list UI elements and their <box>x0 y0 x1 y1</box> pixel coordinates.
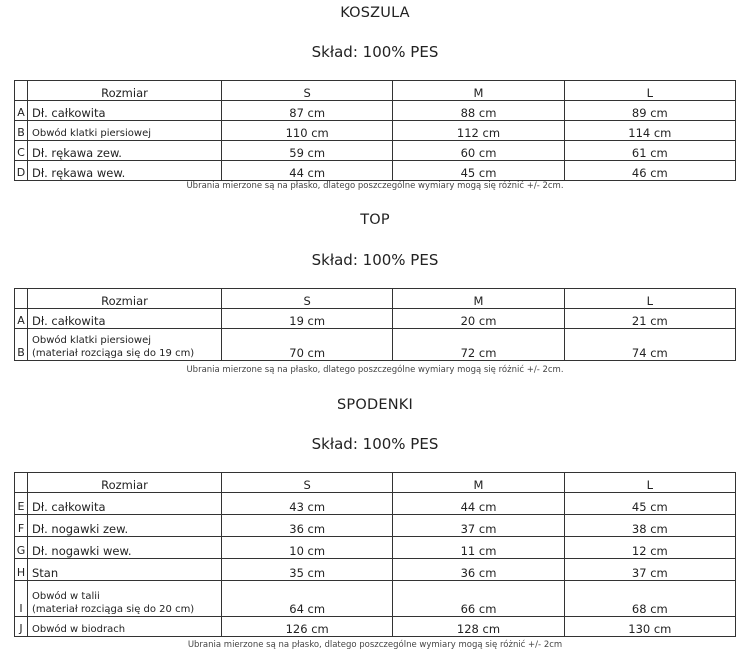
section-title-top: TOP <box>360 212 390 228</box>
row-value: 11 cm <box>393 537 564 559</box>
row-value: 89 cm <box>564 101 735 121</box>
table-row <box>15 309 736 329</box>
row-letter: J <box>15 617 28 637</box>
section-title-spodenki: SPODENKI <box>337 397 413 413</box>
row-value: 36 cm <box>222 515 393 537</box>
row-letter: G <box>15 537 28 559</box>
table-row <box>15 121 736 141</box>
table-corner-cell <box>15 289 28 309</box>
row-label <box>28 329 222 361</box>
table-row <box>15 101 736 121</box>
table-header-row <box>15 81 736 101</box>
header-size: S <box>222 81 393 101</box>
header-label: Rozmiar <box>28 81 222 101</box>
composition-koszula: Skład: 100% PES <box>311 43 439 61</box>
row-value: 43 cm <box>222 493 393 515</box>
composition-spodenki: Skład: 100% PES <box>311 435 439 453</box>
row-label: Dł. nogawki wew. <box>28 537 222 559</box>
size-table-spodenki <box>14 472 736 637</box>
header-size: S <box>222 473 393 493</box>
row-value: 70 cm <box>222 329 393 361</box>
row-value: 130 cm <box>564 617 735 637</box>
row-label: Stan <box>28 559 222 581</box>
header-label: Rozmiar <box>28 289 222 309</box>
table-header-row <box>15 289 736 309</box>
row-value: 59 cm <box>222 141 393 161</box>
row-label: Obwód w biodrach <box>28 617 222 637</box>
row-value: 68 cm <box>564 581 735 617</box>
composition-top: Skład: 100% PES <box>311 251 439 269</box>
row-label: Dł. rękawa wew. <box>28 161 222 181</box>
size-table-koszula <box>14 80 736 181</box>
header-size: L <box>564 289 735 309</box>
row-value: 128 cm <box>393 617 564 637</box>
row-value: 72 cm <box>393 329 564 361</box>
table-row <box>15 559 736 581</box>
row-letter: F <box>15 515 28 537</box>
row-value: 112 cm <box>393 121 564 141</box>
row-label-line: Obwód klatki piersiowej <box>32 335 152 346</box>
row-label: Dł. rękawa zew. <box>28 141 222 161</box>
header-size: L <box>564 473 735 493</box>
header-size: S <box>222 289 393 309</box>
row-value: 87 cm <box>222 101 393 121</box>
table-corner-cell <box>15 81 28 101</box>
header-size: M <box>393 473 564 493</box>
row-value: 46 cm <box>564 161 735 181</box>
row-label-line: Obwód w talii <box>32 591 100 602</box>
size-table-top <box>14 288 736 361</box>
row-value: 74 cm <box>564 329 735 361</box>
row-value: 37 cm <box>564 559 735 581</box>
row-label: Obwód klatki piersiowej <box>28 121 222 141</box>
table-corner-cell <box>15 473 28 493</box>
row-label: Dł. całkowita <box>28 493 222 515</box>
row-letter: I <box>15 581 28 617</box>
row-value: 35 cm <box>222 559 393 581</box>
row-letter: E <box>15 493 28 515</box>
table-row <box>15 515 736 537</box>
row-value: 88 cm <box>393 101 564 121</box>
row-value: 20 cm <box>393 309 564 329</box>
header-size: M <box>393 289 564 309</box>
row-value: 45 cm <box>393 161 564 181</box>
row-value: 21 cm <box>564 309 735 329</box>
table-row <box>15 141 736 161</box>
row-value: 10 cm <box>222 537 393 559</box>
row-value: 44 cm <box>222 161 393 181</box>
row-letter: C <box>15 141 28 161</box>
row-value: 61 cm <box>564 141 735 161</box>
header-label: Rozmiar <box>28 473 222 493</box>
row-letter: A <box>15 309 28 329</box>
table-row <box>15 581 736 617</box>
row-letter: A <box>15 101 28 121</box>
table-row <box>15 537 736 559</box>
table-row <box>15 161 736 181</box>
row-label: Dł. całkowita <box>28 101 222 121</box>
row-label: Dł. nogawki zew. <box>28 515 222 537</box>
header-size: M <box>393 81 564 101</box>
row-value: 114 cm <box>564 121 735 141</box>
measurement-note: Ubrania mierzone są na płasko, dlatego poszczególne wymiary mogą się różnić +/- 2cm. <box>186 365 564 375</box>
row-value: 12 cm <box>564 537 735 559</box>
row-value: 45 cm <box>564 493 735 515</box>
section-title-koszula: KOSZULA <box>340 5 410 21</box>
row-label: Dł. całkowita <box>28 309 222 329</box>
row-value: 126 cm <box>222 617 393 637</box>
measurement-note: Ubrania mierzone są na płasko, dlatego poszczególne wymiary mogą się różnić +/- 2cm. <box>186 181 564 191</box>
row-letter: B <box>15 329 28 361</box>
header-size: L <box>564 81 735 101</box>
row-value: 36 cm <box>393 559 564 581</box>
row-letter: B <box>15 121 28 141</box>
table-header-row <box>15 473 736 493</box>
row-label-line: (materiał rozciąga się do 20 cm) <box>32 603 195 615</box>
row-label-line: (materiał rozciąga się do 19 cm) <box>32 347 195 359</box>
row-value: 110 cm <box>222 121 393 141</box>
row-label <box>28 581 222 617</box>
row-letter: H <box>15 559 28 581</box>
row-value: 37 cm <box>393 515 564 537</box>
row-value: 66 cm <box>393 581 564 617</box>
row-value: 44 cm <box>393 493 564 515</box>
row-letter: D <box>15 161 28 181</box>
row-value: 60 cm <box>393 141 564 161</box>
measurement-note: Ubrania mierzone są na płasko, dlatego poszczególne wymiary mogą się różnić +/- 2cm <box>187 640 563 650</box>
table-row <box>15 493 736 515</box>
table-row <box>15 617 736 637</box>
row-value: 38 cm <box>564 515 735 537</box>
table-row <box>15 329 736 361</box>
row-value: 64 cm <box>222 581 393 617</box>
row-value: 19 cm <box>222 309 393 329</box>
